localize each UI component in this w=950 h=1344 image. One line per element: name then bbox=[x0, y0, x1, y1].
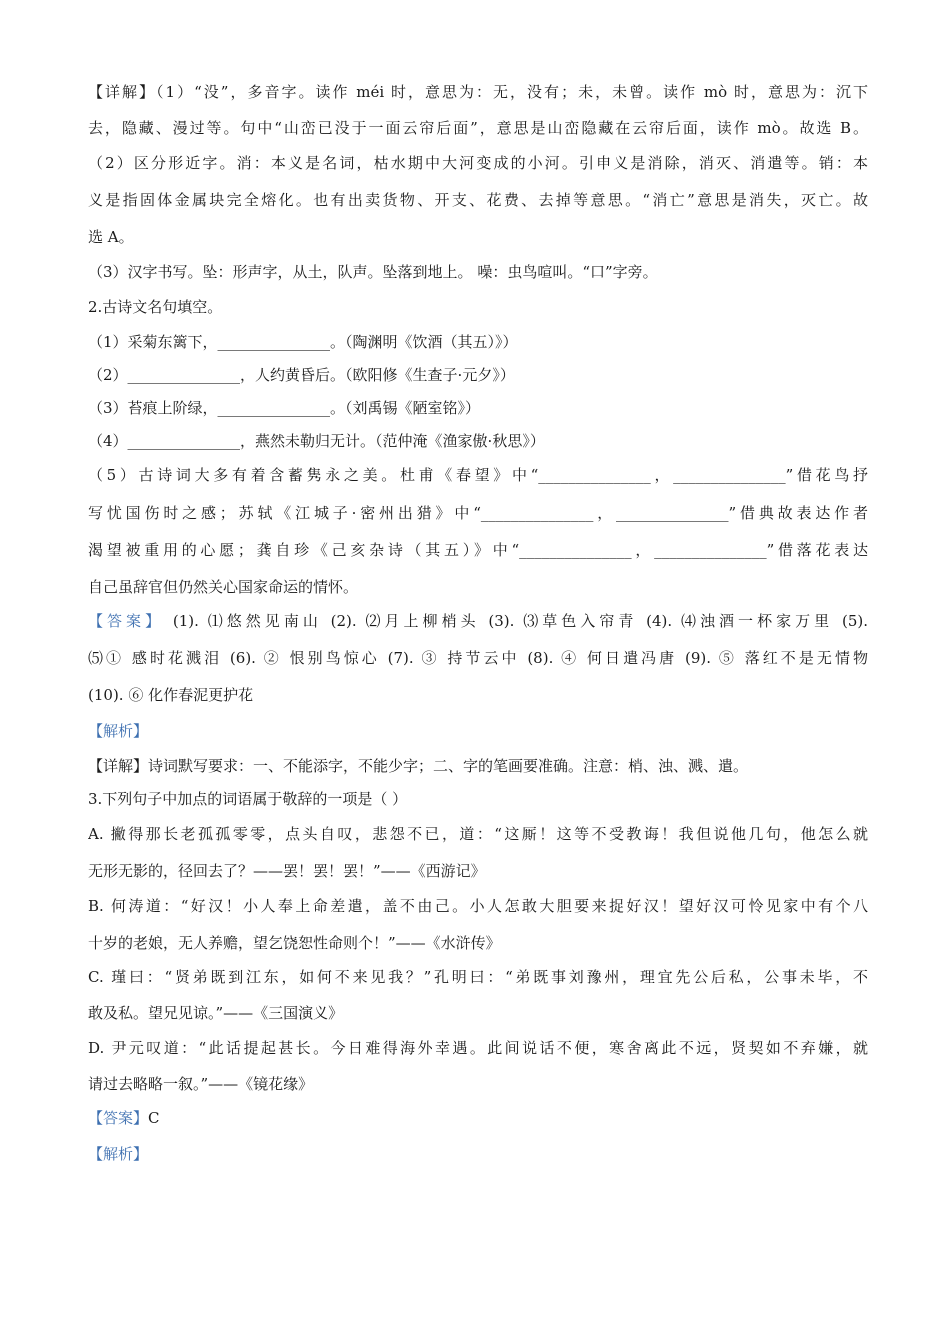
line-text: （3）汉字书写。坠：形声字，从土，队声。坠落到地上。 噪：虫鸟喧叫。“口”字旁。 bbox=[88, 263, 658, 281]
text-line bbox=[88, 82, 868, 102]
text-line bbox=[88, 648, 868, 668]
line-text: 敢及私。望兄见谅。”——《三国演义》 bbox=[88, 1004, 344, 1022]
tagged-line bbox=[88, 1144, 868, 1164]
text-line bbox=[88, 933, 868, 953]
line-text: B. 何涛道：“好汉！小人奉上命差遣，盖不由己。小人怎敢大胆要来捉好汉！望好汉可怜见家中有个八 bbox=[88, 897, 868, 915]
line-text: （1）采菊东篱下，_______________。（陶渊明《饮酒（其五）》） bbox=[88, 333, 518, 351]
line-text: （2）区分形近字。消：本义是名词，枯水期中大河变成的小河。引申义是消除，消灭、消遣等。销：本 bbox=[88, 154, 868, 172]
text-line bbox=[88, 861, 868, 881]
line-text: 去，隐藏、漫过等。句中“山峦已没于一面云帘后面”，意思是山峦隐藏在云帘后面，读作 mò。故选 B。 bbox=[88, 119, 868, 137]
text-line bbox=[88, 824, 868, 844]
tagged-line bbox=[88, 611, 868, 631]
text-line bbox=[88, 431, 868, 451]
line-text: （3）苔痕上阶绿，_______________。（刘禹锡《陋室铭》） bbox=[88, 399, 481, 417]
text-line bbox=[88, 685, 868, 705]
text-line bbox=[88, 577, 868, 597]
text-line bbox=[88, 789, 868, 809]
text-line bbox=[88, 398, 868, 418]
text-line bbox=[88, 1003, 868, 1023]
line-text: 无形无影的，径回去了？——罢！罢！罢！”——《西游记》 bbox=[88, 862, 486, 880]
text-line bbox=[88, 227, 868, 247]
line-text: C bbox=[148, 1109, 160, 1127]
text-line bbox=[88, 1074, 868, 1094]
line-text: 义是指固体金属块完全熔化。也有出卖货物、开支、花费、去掉等意思。“消亡”意思是消失，灭亡。故 bbox=[88, 191, 868, 209]
tagged-line bbox=[88, 1108, 868, 1128]
text-line bbox=[88, 756, 868, 776]
line-text: 渴望被重用的心愿；龚自珍《己亥杂诗（其五）》中“_______________，_______________”借落花表达 bbox=[88, 541, 868, 559]
text-line bbox=[88, 503, 868, 523]
text-line bbox=[88, 540, 868, 560]
line-text: A. 撇得那长老孤孤零零，点头自叹，悲怨不已，道：“这厮！这等不受教诲！我但说他几句，他怎么就 bbox=[88, 825, 868, 843]
text-line bbox=[88, 365, 868, 385]
section-tag: 【答案】 bbox=[88, 1109, 149, 1127]
line-text: (1). ⑴悠然见南山 (2). ⑵月上柳梢头 (3). ⑶草色入帘青 (4). ⑷浊酒一杯家万里 (5). bbox=[164, 612, 868, 630]
line-text: 写忧国伤时之感；苏轼《江城子·密州出猎》中“_______________，_______________”借典故表达作者 bbox=[88, 504, 868, 522]
line-text: 自己虽辞官但仍然关心国家命运的情怀。 bbox=[88, 578, 359, 596]
line-text: ⑸① 感时花溅泪 (6). ② 恨别鸟惊心 (7). ③ 持节云中 (8). ④ 何日遣冯唐 (9). ⑤ 落红不是无情物 bbox=[88, 649, 868, 667]
section-tag: 【答案】 bbox=[88, 612, 165, 630]
text-line bbox=[88, 1038, 868, 1058]
line-text: （4）_______________，燕然未勒归无计。（范仲淹《渔家傲·秋思》） bbox=[88, 432, 545, 450]
line-text: D. 尹元叹道：“此话提起甚长。今日难得海外幸遇。此间说话不便，寒舍离此不远，贤契如不弃嫌，就 bbox=[88, 1039, 868, 1057]
section-tag: 【解析】 bbox=[88, 1145, 149, 1163]
text-line bbox=[88, 465, 868, 485]
tagged-line bbox=[88, 721, 868, 741]
line-text: （5）古诗词大多有着含蓄隽永之美。杜甫《春望》中“_______________，_______________”借花鸟抒 bbox=[88, 466, 868, 484]
line-text: 选 A。 bbox=[88, 228, 134, 246]
line-text: 2.古诗文名句填空。 bbox=[88, 298, 223, 316]
line-text: 十岁的老娘，无人养赡，望乞饶恕性命则个！”——《水浒传》 bbox=[88, 934, 501, 952]
line-text: 【详解】（1）“没”，多音字。读作 méi 时，意思为：无，没有；未，未曾。读作 mò 时，意思为：沉下 bbox=[88, 83, 868, 101]
section-tag: 【解析】 bbox=[88, 722, 149, 740]
text-line bbox=[88, 262, 868, 282]
text-line bbox=[88, 118, 868, 138]
text-line bbox=[88, 153, 868, 173]
text-line bbox=[88, 297, 868, 317]
line-text: C. 瑾曰：“贤弟既到江东，如何不来见我？”孔明曰：“弟既事刘豫州，理宜先公后私，公事未毕，不 bbox=[88, 968, 868, 986]
text-line bbox=[88, 896, 868, 916]
line-text: (10). ⑥ 化作春泥更护花 bbox=[88, 686, 254, 704]
line-text: 请过去略略一叙。”——《镜花缘》 bbox=[88, 1075, 314, 1093]
line-text: 【详解】诗词默写要求：一、不能添字，不能少字；二、字的笔画要准确。注意：梢、浊、溅、遣。 bbox=[88, 757, 749, 775]
line-text: （2）_______________，人约黄昏后。（欧阳修《生查子·元夕》） bbox=[88, 366, 515, 384]
line-text: 3.下列句子中加点的词语属于敬辞的一项是（ ） bbox=[88, 790, 408, 808]
text-line bbox=[88, 332, 868, 352]
text-line bbox=[88, 190, 868, 210]
text-line bbox=[88, 967, 868, 987]
